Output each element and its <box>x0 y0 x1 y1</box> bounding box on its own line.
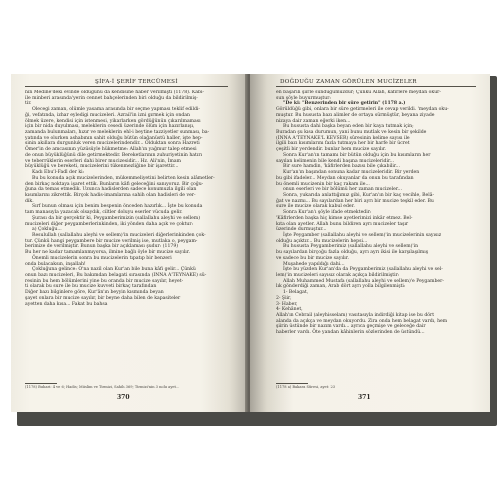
text-line: Bu hususta dahi başka beyan eden bir kaya tutmak için; <box>283 124 414 130</box>
text-line: kısımlarını zikrettik. Birçok hadis-imamlarına sahih olan hadisleri de ver- <box>25 192 196 198</box>
text-line: ile minberi arasında'yerin cennet bahçelerinden biri olduğu da bildirilmiş- <box>25 95 198 101</box>
right-header-rule <box>276 86 476 87</box>
text-line: onda bulacaksın, inşallah! <box>25 261 86 267</box>
text-line: olduğu açıktır... Bu mucizelerin hepsi... <box>276 238 368 244</box>
text-line: Sırf bunun olması için benim bespenin önceden hazırlık... İşte bu konuda <box>32 204 203 210</box>
text-line: için bir nida duyulması, meleklerin cesedi üzerinde ölüm için hazırlanışı, <box>25 124 195 130</box>
text-line: "De ki: "Benzerinden bir süre getirin" (1178 a.) <box>283 101 406 107</box>
text-line: lık gönderdiği zaman, Arab dört ayrı yolla bilgilenmişti: <box>276 284 406 290</box>
text-line: berimize de verilmiştir. Bunun başka bir açıklaması şudur: (1179) <box>25 244 179 250</box>
left-page-header: ŞİFA-İ ŞERİF TERCÜMESİ <box>95 79 178 85</box>
text-line: 2- Şiir, <box>276 295 292 301</box>
left-page <box>11 74 248 412</box>
text-line: 1- Belagat, <box>283 290 309 296</box>
text-line: muştur. Bu hususta bazı alimler de ortaya sürmüştür, beyana ziyade <box>276 112 435 118</box>
text-line: Sonra, yukarıda anlattığımız gibi, Kur'an'ın bir kaç vecihle, Belâ- <box>283 192 435 198</box>
open-book <box>11 70 497 420</box>
text-line: sinin akıllara durgunluk veren mucizelerindendir... Olduktan sonra Hazreti <box>25 141 200 147</box>
text-line: Bu hususta Peygamberimiz (sallallahu aleyhi ve sellem)'in <box>283 244 419 250</box>
text-line: (INNA A'TEYNAKE'L KEVSER) sûresinin kelime sayısı ile <box>276 135 410 141</box>
text-line: Bu bu konuda açık mucizelerinden, mükemmeliyetini belirten kesin alâmetler- <box>32 175 215 181</box>
text-line: ğat ve nazmı... Bu sayılardan her biri ayrı bir mucize teşkil eder. Bu <box>276 198 434 204</box>
text-line: şiirin üstünde bir nazım vardı... ayrıca geçmişe ve geleceğe dair <box>276 324 426 330</box>
text-line: ği, vefatında, izhar eyledigi mucizeleri. Azrail'in izni gırmek için ondan <box>25 112 191 118</box>
text-line: Kur'an'ın başından sonuna kadar mucizeleridir. Bir yerden <box>283 170 420 176</box>
text-line: mucizeleri diğer peygamberlerinkinden, iki yönden daha açık ve çoktur: <box>25 221 194 227</box>
text-line: dik. <box>25 198 34 204</box>
left-page-body <box>25 90 229 307</box>
text-line: a) Çokluğu... <box>32 227 62 233</box>
text-line: ilgili bazı kısımlarını fazla tutmaya her bir harfe bir ücret <box>276 141 410 147</box>
right-page-header: DOĞDUĞU ZAMAN GÖRÜLEN MUCİZELER <box>280 79 417 85</box>
left-footnote-rule <box>25 383 57 384</box>
text-line: sayılan kelimenin bile kendi başına mucizeleridir... <box>276 158 395 164</box>
text-line: onun bazı mucizeleri, Bu bakımdan belagati sırasında (INNA A'TEYNAKE) sû- <box>25 273 207 278</box>
text-line: lem)'in mucizeleri sayısız olarak açıkça bildirilmiştir: <box>276 273 400 278</box>
text-line: Ömer'in de amcasının yüzüsüyle hükmetme: Allah'ın yağmur talep etmesi <box>25 147 197 153</box>
text-line: Buradan şu kısa durumun, yani bunu mutlak ve kesin bir şekilde <box>276 130 427 136</box>
text-line: haberler vardı. Öte yandan kâhinlerin sözlerinden de üstündü... <box>276 330 425 336</box>
text-line: 'Kâfirlerden başka hiç kimse ayetlerimizi inkâr etmez. Bel- <box>276 215 413 221</box>
text-line: bu önemli mucizenin bir kaç rakam ile... <box>276 181 370 187</box>
text-line: nin Medine'deki evinde olduğunu da kendisine haber verilmişti (1178). Kabi- <box>25 90 204 95</box>
left-page-number: 370 <box>117 394 130 401</box>
text-line: üzerinde durmuştur... <box>276 227 327 233</box>
text-line: sure ile mucize olarak kabul eder. <box>276 204 355 210</box>
right-footnote-rule <box>276 383 308 384</box>
text-line: Bir sure hamdin, 'kâfirlerden bazısı bile çıkabilir... <box>283 164 400 170</box>
text-line: Şurası da bir gerçektir ki, Peygamberimizin (sallallahu aleyhi ve sellem) <box>32 215 200 221</box>
left-header-rule <box>25 86 228 87</box>
text-line: alanda da açıkça ve meydan okuyordu. Zira onda hem belagat vardı, hem <box>276 318 448 324</box>
text-line: tur. Çünkü hangi peygambere bir mucize verilmiş ise, mutlaka o, peygam- <box>25 238 198 244</box>
right-page-body <box>276 90 478 336</box>
text-line: ti olarak bu sure ile bu mucize kuvveti birkaç tarafından <box>25 284 157 290</box>
text-line: onun eserleri ve bir bölümü her zaman mucizeler... <box>283 187 402 193</box>
text-line: 4- Kehânet, <box>276 307 303 313</box>
text-line: resinin bu hem bölümlerini yine bu oranda bir mucize sayılır, heyet- <box>25 278 184 284</box>
text-line: Resulullah (sallallahu aleyhi ve sellem)'in mucizeleri diğerlerinkinden çok- <box>32 232 206 238</box>
text-line: ğuna da temas etmedik. Uzunca hadislerden sadece konumuzla ilgili olan <box>25 187 197 193</box>
text-line: Diğer bazı bilginlere göre, Kur'ân'ın beyyin kısmında beyan <box>25 290 164 296</box>
text-line: zamanda bulunmaları, hızır ve meleklerin ehl-i beytine tazziyetler sunması, ba- <box>25 130 210 136</box>
text-line: İşte bu yüzden Kur'an'da da Peygamberimiz (sallallahu aleyhi ve sel- <box>283 267 443 273</box>
right-page-number: 371 <box>358 394 371 401</box>
text-line: 3- Haber, <box>276 301 298 307</box>
text-line: Bu her ne kadar tamamlanmıyorsa, ilmine bağlı öyle bir mucize sayılır. <box>25 250 190 256</box>
text-line: Muşahede yapıldığı dahi... <box>283 261 345 267</box>
text-line: ve teberrüklerin eserleri dahi birer mucizesidir... Hz. Ali'nin, İmam <box>25 158 181 164</box>
text-line: Kadı Ebu'l-Fadl der ki: <box>32 170 85 176</box>
text-line: ayetten daha kısa... Fakat bu bahsa <box>25 301 108 307</box>
text-line: Olecegi zaman, olümle yasama arasında bir seçme yapması teklif edildi- <box>32 107 200 113</box>
text-line: nizaya dair zaman eğerki iken... <box>276 118 351 124</box>
text-line: şayet onlara bir mucize sayılır, bir beyne daha bilen de kapasiteler <box>25 295 181 301</box>
text-line: Allah'ın Cebrail (aleyhisselam) vasıtasıyla indirdiği kitap ise bu dört <box>276 313 435 319</box>
text-line: bu sayılardan birçoğu fazla olduğu, ayrı ayrı ikisi ile karşılaşılmış <box>276 250 429 256</box>
text-line: de onun büyüklüğünü dile getirmektedir. Bereketlarının zuhuriyetinin hatırı <box>25 152 203 158</box>
text-line: Önemli mucizelerin sonra bu mucizelerin tıpatıp bir benzeri <box>32 255 172 261</box>
text-line: yatında ve olurken ashabının sahit olduğu bütün olağanüstü haller, işte hep- <box>25 135 203 141</box>
left-page-footnote: (1178) Buhari: 4 ve 6; Hadis; Müslim ve Tirmizi, Sahih 369; Tirmizi'nin 3 nolu ayet... <box>25 385 180 389</box>
text-line: ve sadece bu bir mucize sayılır. <box>276 255 349 261</box>
text-line: ölmek üzere, kendisi için istenmesi, yikarlarken gördüğünün çıkarılmaması <box>25 118 201 124</box>
right-page-footnote: (1178 a) Bakara Sûresi, ayet: 23 <box>276 385 336 389</box>
text-line: Sonra Kur'an'ı şöyle ifade etmektedir: <box>283 210 372 216</box>
text-line: büyüklüğü ve bereketi, mucizelerini tükenmezliğine bir işarettir... <box>25 164 179 170</box>
text-line: Allah Muhammed Mustafa (sallallahu aleyhi ve sellem)'e Peygamber- <box>283 278 444 284</box>
text-line: çeşitli bir yerdendir. bunlar hem mucize sayılır. <box>276 147 386 153</box>
text-line: İşte Peygamber (sallallahu aleyhi ve sellem)'in mucizelerinin sayısız <box>283 232 442 238</box>
text-line: en başarılı şiirle sunduğumuzdur; Çünkü Allah, kâfirlere meydan okur- <box>276 90 441 95</box>
right-page <box>250 74 490 412</box>
text-line: tam manasıyla yazacak olsaydık, ciltler doluyu eserler vücuda gelir. <box>25 210 183 216</box>
text-line: den birkaç noktaya işaret ettik. Bunların kâfi geleceğini sanıyoruz. Bir çoğu- <box>25 181 204 187</box>
text-line: kıta olan ayetler. Allah bunu bildiren ayrı mucizeler taşır <box>276 221 409 227</box>
text-line: sun şöyle buyurmuştur: <box>276 95 331 101</box>
text-line: bu gibi ifadeler... Meydan okuyanlar da onun bu tarafından <box>276 175 414 181</box>
text-line: Çokluğuna gelince: O'na nazil olan Kur'an bile buna kâfi gelir... Çünkü <box>32 267 196 273</box>
text-line: Sonra Kur'an'ın tamamı bir bütün olduğu için bu kısımların her <box>283 152 431 158</box>
text-line: Görüldüğü gibi, onlara bir süre getirmeleri ile cevap verildi. 'meydan oku- <box>276 107 449 113</box>
text-line: tir. <box>25 101 32 107</box>
